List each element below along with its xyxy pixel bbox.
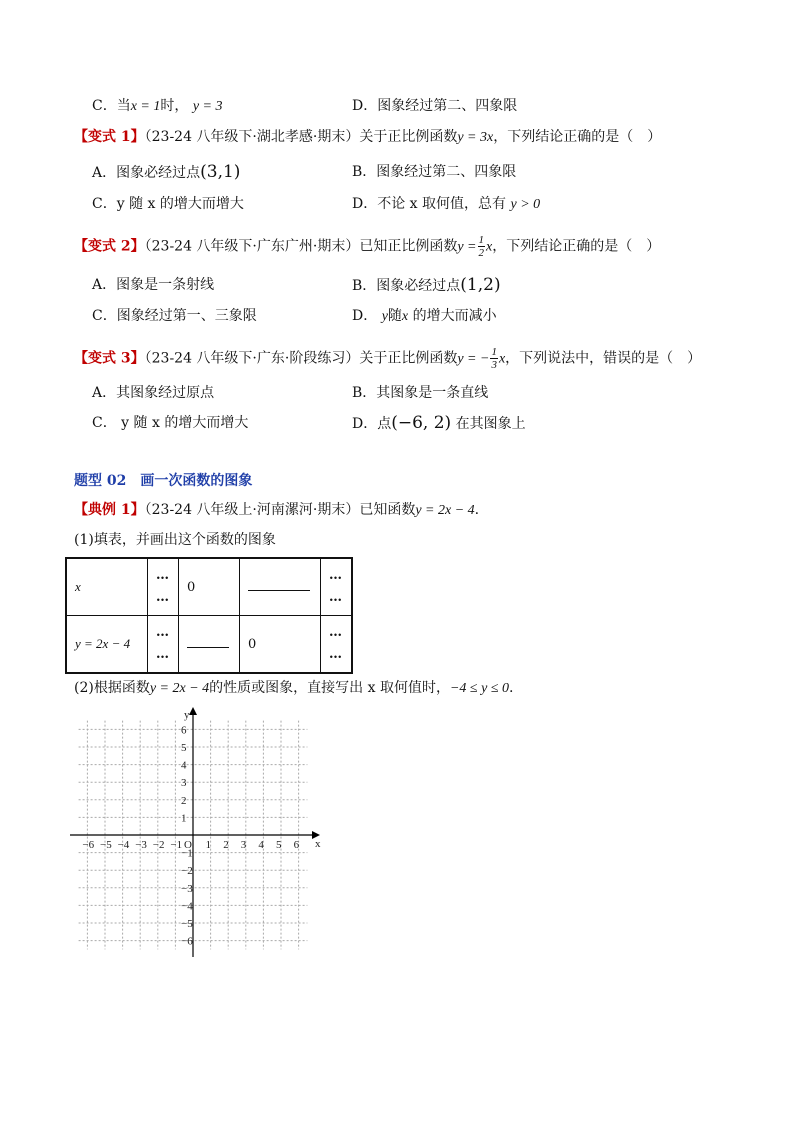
value-table <box>65 557 353 674</box>
y-tick-label: −5 <box>181 918 193 930</box>
table-row <box>66 558 352 616</box>
coordinate-grid <box>70 705 330 960</box>
section-heading: 题型 02 画一次函数的图象 <box>74 473 253 489</box>
x-tick-label: 1 <box>205 839 212 851</box>
row-x-header: x <box>66 558 148 616</box>
x-axis-label: x <box>315 838 321 850</box>
y-tick-label: 6 <box>181 724 187 737</box>
y-tick-label: 3 <box>181 777 187 790</box>
y-axis-arrow <box>189 707 197 715</box>
y-tick-label: −2 <box>181 865 193 878</box>
x-tick-label: 3 <box>240 839 247 851</box>
variant-3-option-d: D．点(−6, 2) 在其图象上 <box>352 413 526 433</box>
part-1-text: (1)填表，并画出这个函数的图象 <box>74 532 276 548</box>
variant-1-option-b: B．图象经过第二、四象限 <box>352 164 517 180</box>
y-tick-label: 5 <box>181 742 187 754</box>
y-tick-label: 1 <box>181 812 187 825</box>
part-2-text: (2)根据函数y = 2x − 4的性质或图象，直接写出 x 取何值时，−4 ≤ y ≤ 0. <box>74 680 514 696</box>
variant-2-option-a: A．图象是一条射线 <box>92 277 215 293</box>
variant-1-option-a: A．图象必经过点(3,1) <box>92 162 241 182</box>
x-tick-label: −2 <box>152 839 165 851</box>
variant-1-option-d: D．不论 x 取何值，总有 y > 0 <box>352 196 541 212</box>
blank-cell[interactable] <box>240 558 321 616</box>
y-tick-label: 2 <box>181 794 187 807</box>
fraction: $\frac{1}{2}$ <box>478 234 485 259</box>
option-d-line: D．图象经过第二、四象限 <box>352 98 518 114</box>
table-cell: … … <box>148 616 179 674</box>
variant-2-option-b: B．图象必经过点(1,2) <box>352 275 501 295</box>
table-cell: … … <box>148 558 179 616</box>
table-cell: 0 <box>179 558 240 616</box>
x-tick-label: 5 <box>276 839 282 851</box>
variant-1-option-c: C．y 随 x 的增大而增大 <box>92 196 244 212</box>
origin-label: O <box>184 839 192 851</box>
variant-3-option-a: A．其图象经过原点 <box>92 385 215 401</box>
example-1-tag: 【典例 1】 <box>74 502 145 518</box>
table-cell: … … <box>321 558 353 616</box>
option-c-line: C．当x = 1时， y = 3 <box>92 98 223 114</box>
x-tick-label: 2 <box>223 839 229 851</box>
variant-1-stem: 【变式 1】（23-24 八年级下·湖北孝感·期末）关于正比例函数y = 3x，下列结论正确的是（ ） <box>74 129 662 145</box>
blank-cell[interactable] <box>179 616 240 674</box>
variant-2-stem: 【变式 2】（23-24 八年级下·广东广州·期末）已知正比例函数y = $\frac{1}{2}$ x，下列结论正确的是（ ） <box>74 234 661 259</box>
x-tick-label: 4 <box>258 839 264 851</box>
table-row <box>66 616 352 674</box>
variant-2-tag: 【变式 2】 <box>74 238 145 255</box>
row-y-header: y = 2x − 4 <box>66 616 148 674</box>
example-1-stem: 【典例 1】（23-24 八年级上·河南漯河·期末）已知函数y = 2x − 4. <box>74 502 480 518</box>
x-tick-label: 6 <box>293 839 300 851</box>
y-tick-label: −3 <box>181 882 193 895</box>
variant-3-option-c: C． y 随 x 的增大而增大 <box>92 415 249 431</box>
x-tick-label: −1 <box>170 839 183 851</box>
y-tick-label: −6 <box>181 935 193 948</box>
y-tick-label: −4 <box>181 900 193 913</box>
variant-2-option-c: C．图象经过第一、三象限 <box>92 308 257 324</box>
table-cell: … … <box>321 616 353 674</box>
variant-3-stem: 【变式 3】（23-24 八年级下·广东·阶段练习）关于正比例函数y = − $\frac{1}{3}$ x，下列说法中，错误的是（ ） <box>74 346 702 371</box>
variant-3-tag: 【变式 3】 <box>74 350 145 367</box>
variant-2-option-d: D． y随x 的增大而减小 <box>352 308 497 324</box>
x-tick-label: −6 <box>82 839 95 851</box>
y-axis-label: y <box>184 709 190 721</box>
x-tick-label: −3 <box>135 839 147 851</box>
x-tick-label: −4 <box>117 839 130 851</box>
y-tick-label: −1 <box>181 847 193 860</box>
variant-1-tag: 【变式 1】 <box>74 129 145 145</box>
x-tick-label: −5 <box>100 839 112 851</box>
variant-3-option-b: B．其图象是一条直线 <box>352 385 489 401</box>
table-cell: 0 <box>240 616 321 674</box>
fraction: $\frac{1}{3}$ <box>491 346 497 371</box>
y-tick-label: 4 <box>181 759 187 772</box>
